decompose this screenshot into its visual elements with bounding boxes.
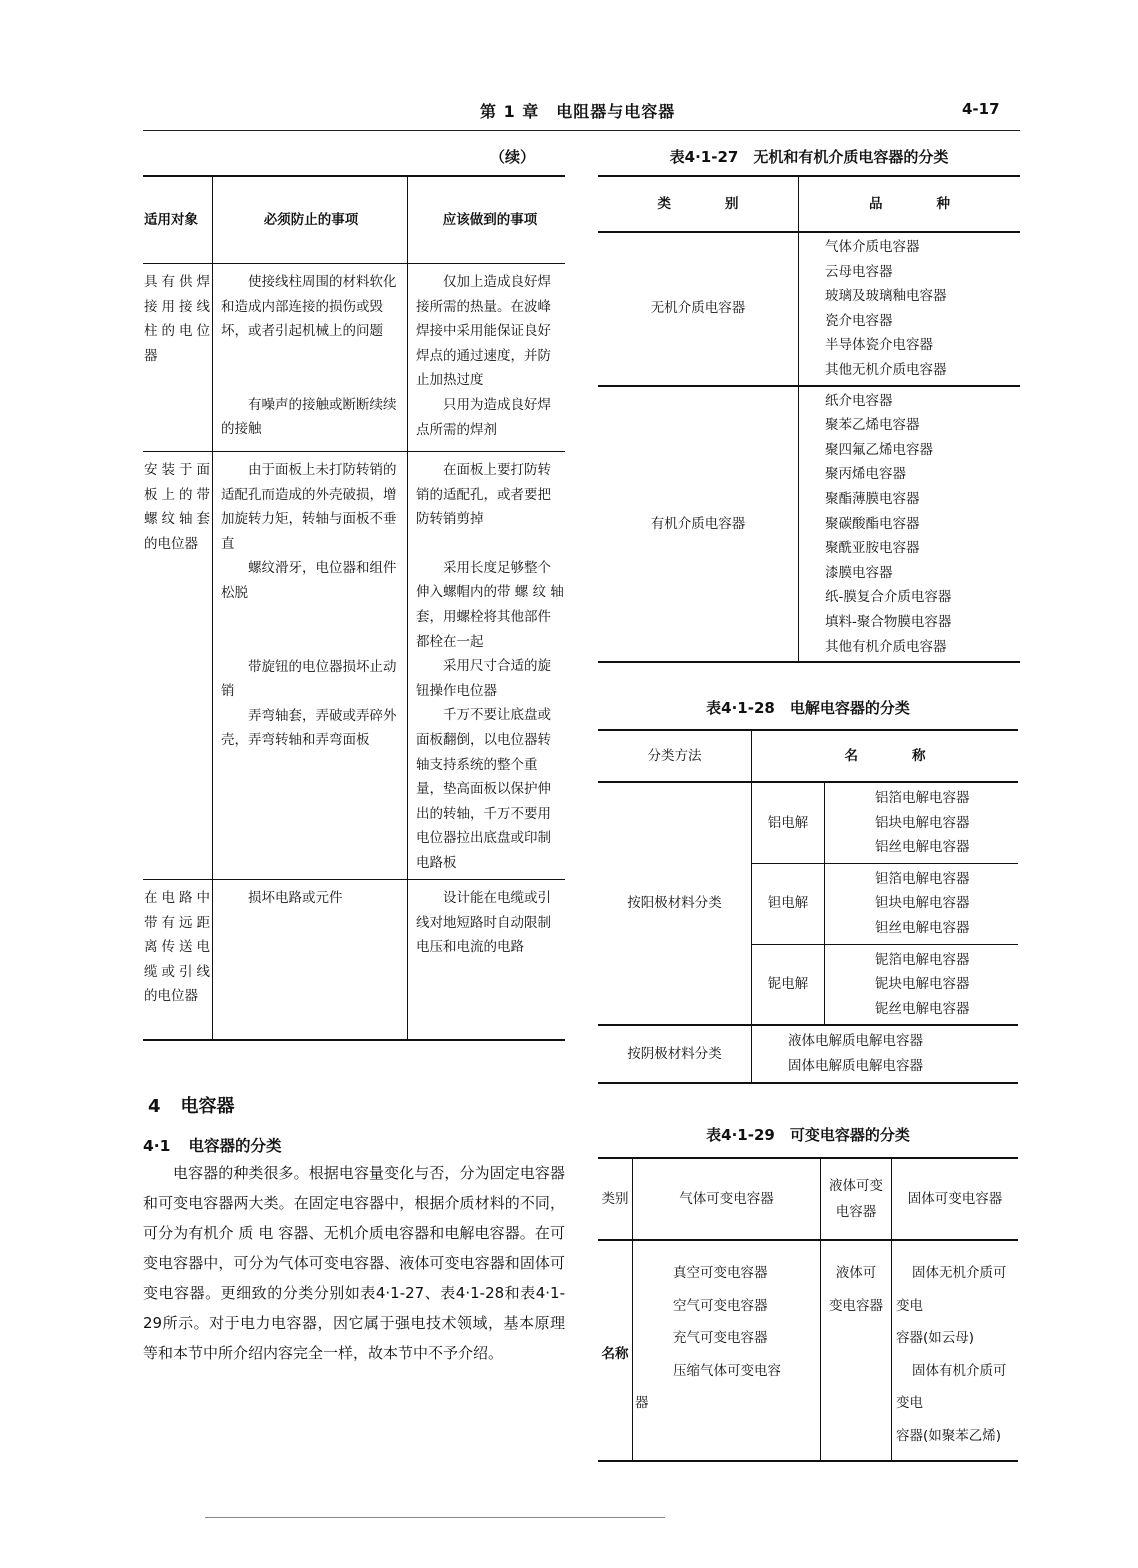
list-item: 空气可变电容器 [673,1297,768,1314]
prevent-text: 损坏电路或元件 [248,890,343,906]
table-header-row [143,176,565,264]
do-text: 千万不要让底盘或面板翻倒，以电位器转轴支持系统的整个重量，垫高面板以保护伸出的转轴，千万不要用电位器拉出底盘或印制电路板 [416,707,551,871]
list-item: 容器(如聚苯乙烯) [896,1427,1002,1444]
subsection-name: 电容器的分类 [188,1137,282,1155]
list-item: 压缩气体可变电容 [673,1362,781,1379]
table-29 [598,1157,1018,1462]
list-item: 聚苯乙烯电容器 [825,417,920,434]
do-text: 采用尺寸合适的旋钮操作电位器 [416,658,551,699]
table-row [598,782,1018,863]
method-cell: 按阳极材料分类 [598,782,752,1025]
list-item: 瓷介电容器 [825,312,893,329]
header-liquid-line: 电容器 [835,1204,877,1220]
do-text: 仅加上造成良好焊接所需的热量。在波峰焊接中采用能保证良好焊点的通过速度，并防止加热过度 [416,274,551,389]
header-liquid-line: 液体可变 [829,1178,883,1194]
gas-items [633,1240,821,1461]
header-method: 分类方法 [598,730,752,782]
list-item: 半导体瓷介电容器 [825,337,933,354]
header-name: 名 称 [752,730,1019,782]
header-target: 适用对象 [143,176,213,264]
liquid-items [821,1240,892,1461]
prevent-text: 弄弯轴套，弄破或弄碎外壳，弄弯转轴和弄弯面板 [221,707,397,749]
list-item: 铌箔电解电容器 [875,951,970,968]
body-paragraph: 电容器的种类很多。根据电容量变化与否，分为固定电容器和可变电容器两大类。在固定电容器中，根据介质材料的不同，可分为有机介 质 电 容器、无机介质电容器和电解电容器。在可变电容器中，可分为气体可变电容器、液体可变电容器和固体可变电容器。更细致的分类分别如表4·1-27、表4·1-28和表4·1-29所示。对于电力电容器，因它属于强电技术领域，基本原理等和本节中所介绍内容完全一样，故本节中不予介绍。 [143,1164,565,1362]
section-number: 4 [148,1096,161,1117]
table-28-caption: 表4·1-28 电解电容器的分类 [706,699,910,717]
do-text: 只用为造成良好焊点所需的焊剂 [416,396,551,438]
list-item: 铌丝电解电容器 [875,1000,970,1017]
table-header-row [598,1158,1018,1240]
solid-items [892,1240,1019,1461]
table-row [143,452,565,880]
items-cell [752,1025,1019,1082]
list-item: 其他无机介质电容器 [825,361,947,378]
list-item: 玻璃及玻璃釉电容器 [825,288,947,305]
list-item: 纸-膜复合介质电容器 [825,589,952,606]
header-do: 应该做到的事项 [408,176,566,264]
header-category: 类 别 [598,176,799,232]
table-27 [598,175,1020,663]
prevent-text: 有噪声的接触或断断续续的接触 [221,396,397,438]
table-27-caption: 表4·1-27 无机和有机介质电容器的分类 [669,148,949,166]
table-row [143,264,565,452]
do-text: 设计能在电缆或引线对地短路时自动限制电压和电流的电路 [416,890,551,956]
target-cell: 具有供焊接用接线柱的电位器 [143,264,213,452]
header-solid: 固体可变电容器 [892,1158,1019,1240]
table-row [598,386,1020,663]
header-rule [143,130,1020,131]
subtype-cell: 钽电解 [752,863,825,944]
header-gas: 气体可变电容器 [633,1158,821,1240]
page-number: 4-17 [962,100,1000,118]
table-header-row [598,176,1020,232]
header-prevent: 必须防止的事项 [213,176,408,264]
section-name: 电容器 [180,1096,235,1117]
list-item: 铝箔电解电容器 [875,790,970,806]
subtype-cell: 铝电解 [752,782,825,863]
prevent-text: 带旋钮的电位器损坏止动销 [221,658,397,700]
prevent-cell [213,452,408,880]
list-item: 钽丝电解电容器 [875,919,970,936]
items-cell [825,944,1019,1025]
table-header-row [598,730,1018,782]
list-item: 钽块电解电容器 [875,895,970,912]
prevent-text: 螺纹滑牙，电位器和组件松脱 [221,560,397,601]
table-row [598,232,1020,386]
header-category: 类别 [598,1158,633,1240]
section-title [148,1092,255,1118]
precautions-table [143,175,565,1041]
list-item: 固体电解质电解电容器 [788,1057,923,1074]
table-row [143,880,565,1040]
subsection-number: 4·1 [143,1137,171,1155]
table-29-caption: 表4·1-29 可变电容器的分类 [706,1126,910,1144]
category-cell: 有机介质电容器 [598,386,799,663]
table-28 [598,729,1018,1084]
list-item: 铝块电解电容器 [875,814,970,831]
list-item: 液体电解质电解电容器 [788,1033,923,1050]
row-label: 名称 [598,1240,633,1461]
list-item: 铌块电解电容器 [875,976,970,993]
continued-label: （续） [490,148,536,166]
do-cell [408,452,566,880]
do-text: 在面板上要打防转销的适配孔，或者要把防转销剪掉 [416,462,551,528]
list-item: 聚丙烯电容器 [825,466,906,483]
list-item: 容器(如云母) [896,1330,975,1346]
list-item: 聚四氟乙烯电容器 [825,441,933,458]
items-cell [825,782,1019,863]
do-text: 采用长度足够整个伸入螺帽内的带 螺 纹 轴套，用螺栓将其他部件都栓在一起 [416,559,564,650]
target-cell: 安装于面板上的带螺纹轴套的电位器 [143,452,213,880]
list-item: 液体可 [835,1265,877,1281]
subtype-cell: 铌电解 [752,944,825,1025]
list-item: 真空可变电容器 [673,1265,768,1281]
list-item: 聚碳酸酯电容器 [825,515,920,532]
list-item: 聚酰亚胺电容器 [825,540,920,557]
category-cell: 无机介质电容器 [598,232,799,386]
list-item: 填料-聚合物膜电容器 [825,613,952,630]
list-item: 固体有机介质可变电 [896,1362,1007,1411]
chapter-title: 第 1 章 电阻器与电容器 [480,102,676,121]
header-items: 品 种 [799,176,1021,232]
items-cell [799,386,1021,663]
prevent-text: 使接线柱周围的材料软化和造成内部连接的损伤或毁坏，或者引起机械上的问题 [221,274,397,340]
list-item: 纸介电容器 [825,392,893,409]
list-item: 变电容器 [829,1297,883,1314]
list-item: 聚酯薄膜电容器 [825,490,920,507]
header-liquid [821,1158,892,1240]
subsection-title [143,1134,299,1156]
list-item: 器 [635,1395,649,1411]
list-item: 云母电容器 [825,263,893,280]
list-item: 钽箔电解电容器 [875,870,970,887]
table-row [598,1025,1018,1082]
prevent-cell [213,880,408,1040]
method-cell: 按阴极材料分类 [598,1025,752,1082]
list-item: 充气可变电容器 [673,1330,768,1346]
items-cell [799,232,1021,386]
do-cell [408,880,566,1040]
list-item: 铝丝电解电容器 [875,839,970,856]
prevent-cell [213,264,408,452]
footer-rule [205,1517,665,1518]
do-cell [408,264,566,452]
prevent-text: 由于面板上未打防转销的适配孔而造成的外壳破损，增加旋转力矩，转轴与面板不垂直 [221,462,397,552]
list-item: 固体无机介质可变电 [896,1265,1007,1314]
list-item: 漆膜电容器 [825,564,893,581]
table-row [598,1240,1018,1461]
list-item: 气体介质电容器 [825,239,920,255]
target-cell: 在电路中带有远距离传送电缆或引线的电位器 [143,880,213,1040]
list-item: 其他有机介质电容器 [825,638,947,655]
items-cell [825,863,1019,944]
